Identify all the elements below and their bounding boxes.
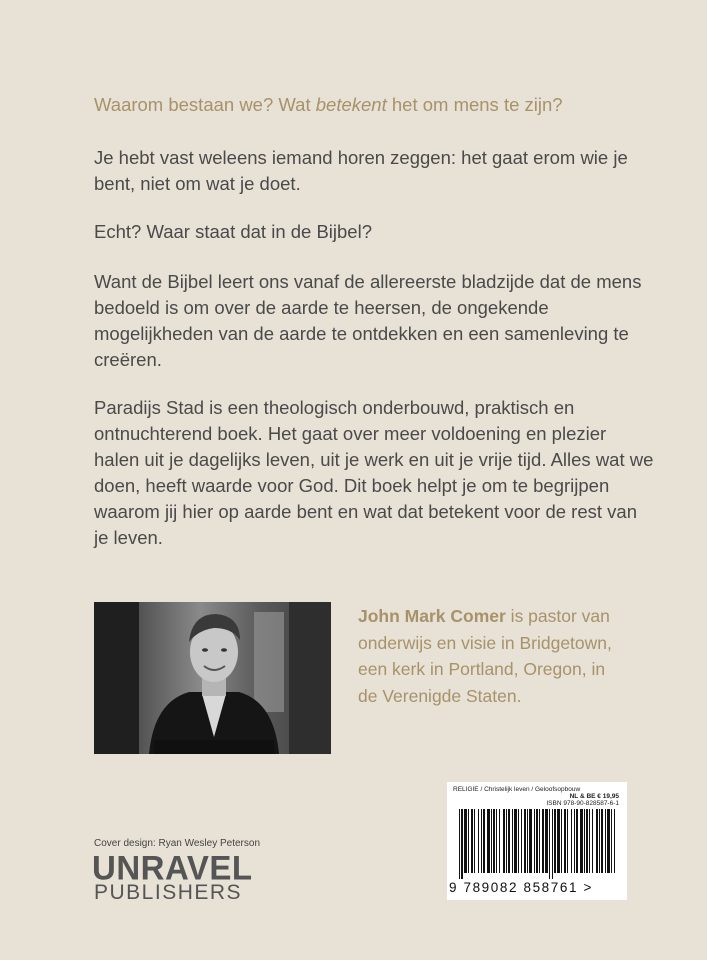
barcode-bar xyxy=(552,809,553,879)
barcode-category: RELIGIE / Christelijk leven / Geloofsopbouw xyxy=(453,786,581,793)
barcode-bar xyxy=(549,809,550,879)
barcode-digits: 9 789082 858761 > xyxy=(449,880,593,895)
author-bio-text: is pastor van onderwijs en visie in Bridgetown, een kerk in Portland, Oregon, in de Verenigde Staten. xyxy=(358,606,612,706)
barcode-bar xyxy=(567,809,568,873)
barcode-bar xyxy=(571,809,572,873)
barcode-bar xyxy=(576,809,578,873)
barcode-bars xyxy=(459,809,617,879)
barcode-bar xyxy=(605,809,606,873)
barcode-bar xyxy=(557,809,560,873)
barcode-bar xyxy=(554,809,556,873)
barcode-bar xyxy=(493,809,495,873)
barcode-bar xyxy=(459,809,460,879)
barcode-bar xyxy=(601,809,603,873)
barcode-bar xyxy=(592,809,593,873)
barcode-bar xyxy=(464,809,467,873)
barcode-bar xyxy=(564,809,566,873)
barcode-bar xyxy=(586,809,588,873)
barcode-bar xyxy=(599,809,600,873)
barcode-bar xyxy=(545,809,548,873)
lead-after: het om mens te zijn? xyxy=(386,94,563,115)
barcode-bar xyxy=(491,809,492,873)
paragraph-4: Paradijs Stad is een theologisch onderbouwd, praktisch en ontnuchterend boek. Het gaat over meer voldoening en plezier halen uit je dagelijks leven, uit je werk en uit je vrije tijd. Alles wat we doen, heeft waarde voor God. Dit boek helpt je om te begrijpen waarom jij hier op aarde bent en wat dat betekent voor de rest van je leven. xyxy=(94,397,654,548)
barcode-bar xyxy=(521,809,522,873)
publisher-logo-line2: PUBLISHERS xyxy=(94,881,243,904)
barcode-price: NL & BE € 19,95 xyxy=(569,793,619,800)
cover-credit: Cover design: Ryan Wesley Peterson xyxy=(94,838,261,849)
lead-question xyxy=(94,94,563,116)
barcode-bar xyxy=(596,809,598,873)
barcode-bar xyxy=(487,809,490,873)
barcode-bar xyxy=(607,809,610,873)
barcode-bar xyxy=(529,809,532,873)
paragraph-2: Echt? Waar staat dat in de Bijbel? xyxy=(94,221,372,242)
author-name: John Mark Comer xyxy=(358,606,506,626)
barcode-bar xyxy=(536,809,538,873)
barcode-label xyxy=(447,782,627,900)
barcode-bar xyxy=(561,809,562,873)
barcode-bar xyxy=(471,809,473,873)
barcode-bar xyxy=(461,809,463,879)
author-bio xyxy=(358,603,618,709)
publisher-logo-line1: UNRAVEL xyxy=(92,848,253,887)
barcode-bar xyxy=(589,809,590,873)
barcode-bar xyxy=(506,809,507,873)
barcode-bar xyxy=(539,809,540,873)
barcode-bar xyxy=(503,809,505,873)
barcode-bar xyxy=(499,809,500,873)
barcode-bar xyxy=(574,809,575,873)
barcode-bar xyxy=(524,809,526,873)
barcode-bar xyxy=(534,809,535,873)
paragraph-1: Je hebt vast weleens iemand horen zeggen: het gaat erom wie je bent, niet om wat je doet. xyxy=(94,147,628,194)
barcode-bar xyxy=(514,809,517,873)
barcode-bar xyxy=(478,809,479,873)
barcode-bar xyxy=(512,809,513,873)
barcode-isbn: ISBN 978-90-828587-6-1 xyxy=(546,800,619,807)
lead-before: Waarom bestaan we? Wat xyxy=(94,94,316,115)
barcode-bar xyxy=(542,809,544,873)
barcode-bar xyxy=(481,809,482,873)
paragraph-3: Want de Bijbel leert ons vanaf de allereerste bladzijde dat de mens bedoeld is om over de aarde te heersen, de ongekende mogelijkheden van de aarde te ontdekken en een samenleving te creëren. xyxy=(94,271,642,370)
lead-emphasis: betekent xyxy=(315,94,387,115)
barcode-bar xyxy=(468,809,469,873)
barcode-bar xyxy=(611,809,612,873)
barcode-bar xyxy=(518,809,519,873)
barcode-bar xyxy=(527,809,528,873)
barcode-bar xyxy=(584,809,585,873)
barcode-bar xyxy=(483,809,485,873)
barcode-bar xyxy=(508,809,510,873)
barcode-bar xyxy=(496,809,497,873)
barcode-bar xyxy=(580,809,583,873)
author-photo xyxy=(94,602,331,754)
author-portrait-image xyxy=(94,602,331,754)
barcode-bar xyxy=(474,809,475,873)
barcode-bar xyxy=(614,809,615,873)
